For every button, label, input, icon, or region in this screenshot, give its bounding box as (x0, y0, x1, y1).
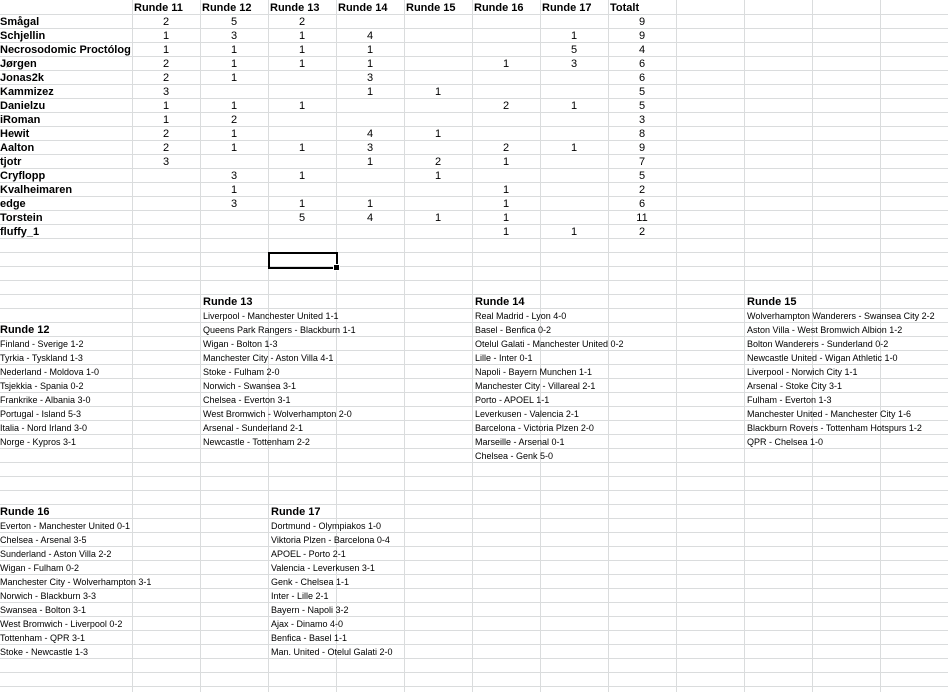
player-name-cell[interactable]: Jørgen (0, 58, 37, 70)
match-result-cell[interactable]: Stoke - Fulham 2-0 (203, 367, 280, 377)
match-result-cell[interactable]: Frankrike - Albania 3-0 (0, 395, 91, 405)
score-cell[interactable]: 1 (434, 170, 442, 182)
header-cell[interactable]: Runde 12 (202, 2, 252, 14)
total-cell[interactable]: 6 (638, 198, 646, 210)
total-cell[interactable]: 7 (638, 156, 646, 168)
score-cell[interactable]: 1 (298, 30, 306, 42)
player-name-cell[interactable]: Cryflopp (0, 170, 46, 182)
match-result-cell[interactable]: Viktoria Plzen - Barcelona 0-4 (271, 535, 390, 545)
score-cell[interactable]: 1 (230, 184, 238, 196)
score-cell[interactable]: 2 (502, 142, 510, 154)
match-result-cell[interactable]: Newcastle - Tottenham 2-2 (203, 437, 310, 447)
match-result-cell[interactable]: Porto - APOEL 1-1 (475, 395, 550, 405)
score-cell[interactable]: 4 (366, 128, 374, 140)
player-name-cell[interactable]: Hewit (0, 128, 30, 140)
round-title[interactable]: Runde 17 (271, 506, 321, 518)
match-result-cell[interactable]: Portugal - Island 5-3 (0, 409, 82, 419)
score-cell[interactable]: 4 (366, 212, 374, 224)
header-cell[interactable]: Runde 11 (134, 2, 183, 14)
fill-handle[interactable] (333, 264, 340, 271)
match-result-cell[interactable]: Wolverhampton Wanderers - Swansea City 2-2 (747, 311, 935, 321)
score-cell[interactable]: 3 (230, 30, 238, 42)
match-result-cell[interactable]: Chelsea - Genk 5-0 (475, 451, 554, 461)
score-cell[interactable]: 3 (162, 86, 170, 98)
match-result-cell[interactable]: Norwich - Blackburn 3-3 (0, 591, 97, 601)
score-cell[interactable]: 1 (502, 212, 510, 224)
score-cell[interactable]: 1 (298, 170, 306, 182)
match-result-cell[interactable]: Finland - Sverige 1-2 (0, 339, 84, 349)
match-result-cell[interactable]: Arsenal - Sunderland 2-1 (203, 423, 304, 433)
score-cell[interactable]: 2 (162, 142, 170, 154)
score-cell[interactable]: 1 (366, 86, 374, 98)
score-cell[interactable]: 3 (230, 198, 238, 210)
score-cell[interactable]: 1 (570, 100, 578, 112)
header-cell[interactable]: Runde 16 (474, 2, 524, 14)
score-cell[interactable]: 1 (298, 142, 306, 154)
score-cell[interactable]: 1 (502, 156, 510, 168)
score-cell[interactable]: 3 (230, 170, 238, 182)
score-cell[interactable]: 1 (366, 198, 374, 210)
header-cell[interactable]: Runde 13 (270, 2, 320, 14)
match-result-cell[interactable]: Newcastle United - Wigan Athletic 1-0 (747, 353, 898, 363)
player-name-cell[interactable]: fluffy_1 (0, 226, 40, 238)
match-result-cell[interactable]: Norwich - Swansea 3-1 (203, 381, 297, 391)
score-cell[interactable]: 2 (162, 128, 170, 140)
score-cell[interactable]: 5 (230, 16, 238, 28)
match-result-cell[interactable]: APOEL - Porto 2-1 (271, 549, 346, 559)
match-result-cell[interactable]: Napoli - Bayern Munchen 1-1 (475, 367, 593, 377)
total-cell[interactable]: 6 (638, 72, 646, 84)
score-cell[interactable]: 2 (230, 114, 238, 126)
score-cell[interactable]: 3 (162, 156, 170, 168)
match-result-cell[interactable]: Manchester United - Manchester City 1-6 (747, 409, 912, 419)
player-name-cell[interactable]: tjotr (0, 156, 22, 168)
match-result-cell[interactable]: Wigan - Fulham 0-2 (0, 563, 80, 573)
score-cell[interactable]: 1 (366, 44, 374, 56)
match-result-cell[interactable]: Basel - Benfica 0-2 (475, 325, 552, 335)
round-title[interactable]: Runde 13 (203, 296, 253, 308)
player-name-cell[interactable]: Schjellin (0, 30, 46, 42)
total-cell[interactable]: 9 (638, 142, 646, 154)
match-result-cell[interactable]: Sunderland - Aston Villa 2-2 (0, 549, 112, 559)
score-cell[interactable]: 2 (162, 72, 170, 84)
score-cell[interactable]: 1 (502, 184, 510, 196)
match-result-cell[interactable]: Manchester City - Wolverhampton 3-1 (0, 577, 152, 587)
match-result-cell[interactable]: Inter - Lille 2-1 (271, 591, 329, 601)
match-result-cell[interactable]: Otelul Galati - Manchester United 0-2 (475, 339, 624, 349)
score-cell[interactable]: 3 (366, 72, 374, 84)
total-cell[interactable]: 2 (638, 184, 646, 196)
match-result-cell[interactable]: Swansea - Bolton 3-1 (0, 605, 87, 615)
total-cell[interactable]: 6 (638, 58, 646, 70)
score-cell[interactable]: 1 (434, 128, 442, 140)
player-name-cell[interactable]: Torstein (0, 212, 43, 224)
match-result-cell[interactable]: Genk - Chelsea 1-1 (271, 577, 350, 587)
score-cell[interactable]: 3 (570, 58, 578, 70)
score-cell[interactable]: 1 (298, 58, 306, 70)
total-cell[interactable]: 9 (638, 16, 646, 28)
score-cell[interactable]: 1 (570, 30, 578, 42)
score-cell[interactable]: 1 (162, 114, 170, 126)
score-cell[interactable]: 1 (502, 198, 510, 210)
player-name-cell[interactable]: Aalton (0, 142, 35, 154)
match-result-cell[interactable]: Manchester City - Villareal 2-1 (475, 381, 596, 391)
player-name-cell[interactable]: Jonas2k (0, 72, 45, 84)
score-cell[interactable]: 1 (230, 58, 238, 70)
player-name-cell[interactable]: Kvalheimaren (0, 184, 73, 196)
match-result-cell[interactable]: Wigan - Bolton 1-3 (203, 339, 278, 349)
score-cell[interactable]: 1 (298, 44, 306, 56)
score-cell[interactable]: 1 (502, 58, 510, 70)
match-result-cell[interactable]: Real Madrid - Lyon 4-0 (475, 311, 567, 321)
match-result-cell[interactable]: QPR - Chelsea 1-0 (747, 437, 824, 447)
score-cell[interactable]: 1 (230, 100, 238, 112)
score-cell[interactable]: 1 (434, 212, 442, 224)
match-result-cell[interactable]: Ajax - Dinamo 4-0 (271, 619, 344, 629)
active-cell-selection[interactable] (268, 252, 338, 269)
score-cell[interactable]: 1 (366, 58, 374, 70)
header-cell[interactable]: Runde 14 (338, 2, 388, 14)
match-result-cell[interactable]: Italia - Nord Irland 3-0 (0, 423, 88, 433)
total-cell[interactable]: 4 (638, 44, 646, 56)
round-title[interactable]: Runde 14 (475, 296, 525, 308)
match-result-cell[interactable]: Tyrkia - Tyskland 1-3 (0, 353, 83, 363)
match-result-cell[interactable]: Lille - Inter 0-1 (475, 353, 533, 363)
player-name-cell[interactable]: Smågal (0, 16, 40, 28)
player-name-cell[interactable]: edge (0, 198, 26, 210)
total-cell[interactable]: 5 (638, 100, 646, 112)
score-cell[interactable]: 1 (230, 128, 238, 140)
score-cell[interactable]: 2 (162, 58, 170, 70)
match-result-cell[interactable]: Norge - Kypros 3-1 (0, 437, 77, 447)
score-cell[interactable]: 1 (162, 30, 170, 42)
round-title[interactable]: Runde 16 (0, 506, 50, 518)
score-cell[interactable]: 1 (162, 44, 170, 56)
score-cell[interactable]: 2 (162, 16, 170, 28)
match-result-cell[interactable]: Fulham - Everton 1-3 (747, 395, 832, 405)
score-cell[interactable]: 1 (570, 226, 578, 238)
score-cell[interactable]: 5 (298, 212, 306, 224)
match-result-cell[interactable]: Dortmund - Olympiakos 1-0 (271, 521, 382, 531)
match-result-cell[interactable]: Everton - Manchester United 0-1 (0, 521, 131, 531)
header-cell[interactable]: Totalt (610, 2, 640, 14)
player-name-cell[interactable]: Danielzu (0, 100, 46, 112)
match-result-cell[interactable]: Bayern - Napoli 3-2 (271, 605, 349, 615)
score-cell[interactable]: 1 (298, 100, 306, 112)
total-cell[interactable]: 5 (638, 86, 646, 98)
match-result-cell[interactable]: Benfica - Basel 1-1 (271, 633, 348, 643)
match-result-cell[interactable]: Manchester City - Aston Villa 4-1 (203, 353, 334, 363)
total-cell[interactable]: 8 (638, 128, 646, 140)
match-result-cell[interactable]: Chelsea - Arsenal 3-5 (0, 535, 87, 545)
player-name-cell[interactable]: Necrosodomic Proctólog (0, 44, 131, 56)
score-cell[interactable]: 1 (230, 44, 238, 56)
match-result-cell[interactable]: Tsjekkia - Spania 0-2 (0, 381, 84, 391)
score-cell[interactable]: 1 (502, 226, 510, 238)
match-result-cell[interactable]: Chelsea - Everton 3-1 (203, 395, 291, 405)
match-result-cell[interactable]: Valencia - Leverkusen 3-1 (271, 563, 375, 573)
score-cell[interactable]: 4 (366, 30, 374, 42)
score-cell[interactable]: 1 (434, 86, 442, 98)
score-cell[interactable]: 1 (366, 156, 374, 168)
total-cell[interactable]: 5 (638, 170, 646, 182)
match-result-cell[interactable]: Aston Villa - West Bromwich Albion 1-2 (747, 325, 903, 335)
score-cell[interactable]: 3 (366, 142, 374, 154)
score-cell[interactable]: 5 (570, 44, 578, 56)
score-cell[interactable]: 2 (502, 100, 510, 112)
match-result-cell[interactable]: West Bromwich - Liverpool 0-2 (0, 619, 123, 629)
match-result-cell[interactable]: Queens Park Rangers - Blackburn 1-1 (203, 325, 356, 335)
match-result-cell[interactable]: West Bromwich - Wolverhampton 2-0 (203, 409, 352, 419)
match-result-cell[interactable]: Blackburn Rovers - Tottenham Hotspurs 1-2 (747, 423, 922, 433)
match-result-cell[interactable]: Barcelona - Victoria Plzen 2-0 (475, 423, 594, 433)
match-result-cell[interactable]: Man. United - Otelul Galati 2-0 (271, 647, 393, 657)
match-result-cell[interactable]: Liverpool - Manchester United 1-1 (203, 311, 339, 321)
total-cell[interactable]: 11 (636, 212, 648, 224)
match-result-cell[interactable]: Nederland - Moldova 1-0 (0, 367, 100, 377)
header-cell[interactable]: Runde 17 (542, 2, 592, 14)
header-cell[interactable]: Runde 15 (406, 2, 456, 14)
total-cell[interactable]: 2 (638, 226, 646, 238)
round-title[interactable]: Runde 15 (747, 296, 797, 308)
match-result-cell[interactable]: Marseille - Arsenal 0-1 (475, 437, 565, 447)
score-cell[interactable]: 1 (570, 142, 578, 154)
match-result-cell[interactable]: Liverpool - Norwich City 1-1 (747, 367, 858, 377)
player-name-cell[interactable]: iRoman (0, 114, 41, 126)
round-title[interactable]: Runde 12 (0, 324, 50, 336)
match-result-cell[interactable]: Tottenham - QPR 3-1 (0, 633, 86, 643)
match-result-cell[interactable]: Stoke - Newcastle 1-3 (0, 647, 89, 657)
score-cell[interactable]: 2 (434, 156, 442, 168)
score-cell[interactable]: 1 (162, 100, 170, 112)
match-result-cell[interactable]: Bolton Wanderers - Sunderland 0-2 (747, 339, 889, 349)
score-cell[interactable]: 1 (230, 142, 238, 154)
score-cell[interactable]: 1 (298, 198, 306, 210)
score-cell[interactable]: 1 (230, 72, 238, 84)
total-cell[interactable]: 9 (638, 30, 646, 42)
player-name-cell[interactable]: Kammizez (0, 86, 54, 98)
match-result-cell[interactable]: Arsenal - Stoke City 3-1 (747, 381, 843, 391)
total-cell[interactable]: 3 (638, 114, 646, 126)
score-cell[interactable]: 2 (298, 16, 306, 28)
match-result-cell[interactable]: Leverkusen - Valencia 2-1 (475, 409, 579, 419)
